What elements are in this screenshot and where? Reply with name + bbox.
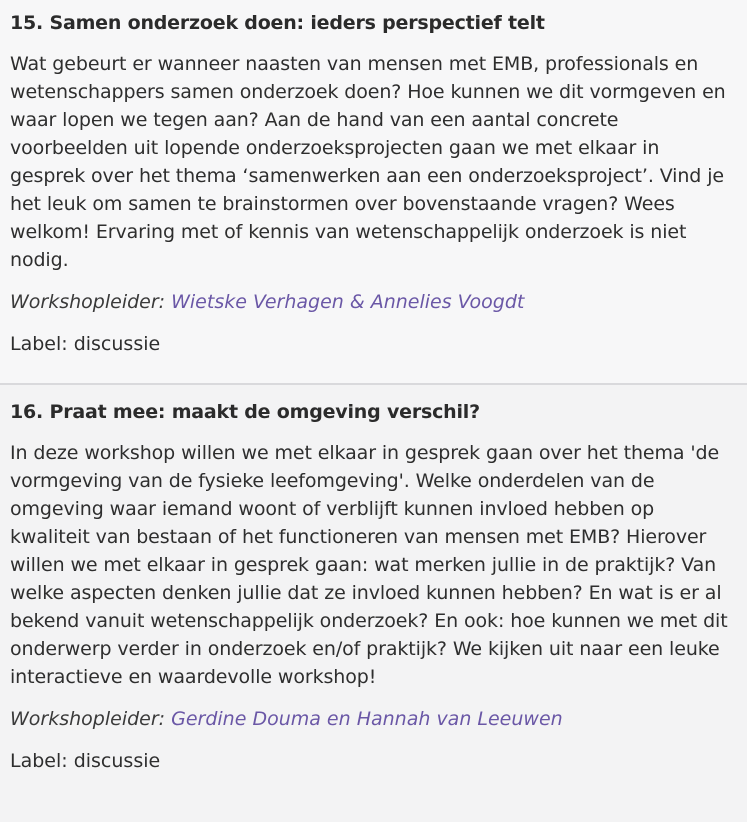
workshop-leader-label: Workshopleider: bbox=[10, 708, 166, 730]
workshop-description: In deze workshop willen we met elkaar in gesprek gaan over het thema 'de vormgeving van de fysieke leefomgeving'. Welke onderdelen van de omgeving waar iemand woont of verblijft kunnen invloed hebben op kwaliteit van bestaan of het functioneren van mensen met EMB? Hierover willen we met elkaar in gesprek gaan: wat merken jullie in de praktijk? Van welke aspecten denken jullie dat ze invloed kunnen hebben? En wat is er al bekend vanuit wetenschappelijk onderzoek? En ook: hoe kunnen we met dit onderwerp verder in onderzoek en/of praktijk? We kijken uit naar een leuke interactieve en waardevolle workshop! bbox=[10, 442, 728, 688]
workshop-description: Wat gebeurt er wanneer naasten van mensen met EMB, professionals en wetenschappers samen onderzoek doen? Hoe kunnen we dit vormgeven en waar lopen we tegen aan? Aan de hand van een aantal concrete voorbeelden uit lopende onderzoeksprojecten gaan we met elkaar in gesprek over het thema ‘samenwerken aan een onderzoeksproject’. Vind je het leuk om samen te brainstormen over bovenstaande vragen? Wees welkom! Ervaring met of kennis van wetenschappelijk onderzoek is niet nodig. bbox=[10, 53, 726, 271]
workshop-leader-label: Workshopleider: bbox=[10, 291, 166, 313]
workshop-label: Label: discussie bbox=[10, 333, 161, 355]
workshop-label: Label: discussie bbox=[10, 750, 161, 772]
workshop-item-15 bbox=[0, 0, 747, 383]
workshop-leader-names: Wietske Verhagen & Annelies Voogdt bbox=[171, 291, 525, 313]
workshop-title: 16. Praat mee: maakt de omgeving verschil? bbox=[10, 401, 480, 423]
workshop-leader bbox=[10, 705, 737, 733]
workshop-title: 15. Samen onderzoek doen: ieders perspectief telt bbox=[10, 12, 545, 34]
workshop-leader bbox=[10, 288, 737, 316]
workshop-item-16 bbox=[0, 385, 747, 822]
workshop-leader-names: Gerdine Douma en Hannah van Leeuwen bbox=[171, 708, 563, 730]
